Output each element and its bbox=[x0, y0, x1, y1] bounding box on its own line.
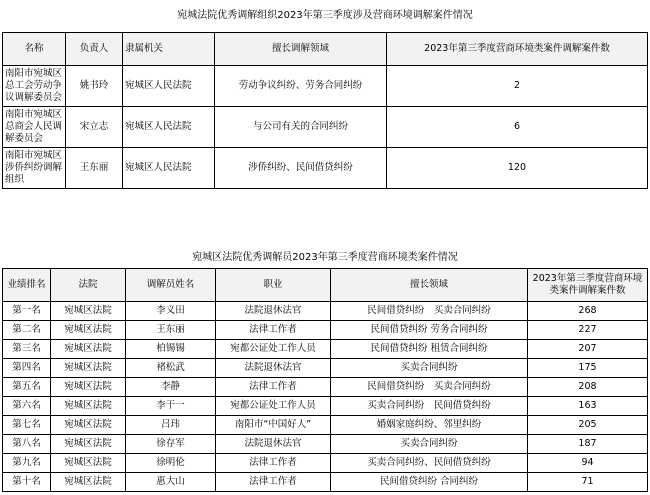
case-count: 2 bbox=[387, 66, 648, 107]
court: 宛城区法院 bbox=[51, 359, 126, 378]
mediator-name: 李义田 bbox=[126, 302, 216, 321]
field: 婚姻家庭纠纷、邻里纠纷 bbox=[331, 416, 528, 435]
table-header-row bbox=[3, 269, 648, 302]
leader: 王东丽 bbox=[66, 148, 123, 189]
job: 法律工作者 bbox=[216, 378, 331, 397]
field: 买卖合同纠纷、民间借贷纠纷 bbox=[331, 454, 528, 473]
leader: 宋立志 bbox=[66, 107, 123, 148]
table-row bbox=[3, 66, 648, 107]
mediator-name: 李静 bbox=[126, 378, 216, 397]
rank: 第十名 bbox=[3, 473, 51, 492]
case-count: 208 bbox=[528, 378, 648, 397]
case-count: 120 bbox=[387, 148, 648, 189]
table-row bbox=[3, 435, 648, 454]
table-row bbox=[3, 340, 648, 359]
org-name: 南阳市宛城区总工会劳动争议调解委员会 bbox=[3, 66, 66, 107]
table-header-row bbox=[3, 33, 648, 66]
affiliation: 宛城区人民法院 bbox=[123, 148, 215, 189]
table-row bbox=[3, 454, 648, 473]
mediator-name: 柏锡锡 bbox=[126, 340, 216, 359]
org-name: 南阳市宛城区涉侨纠纷调解组织 bbox=[3, 148, 66, 189]
mediator-name: 徐存军 bbox=[126, 435, 216, 454]
col-header-count: 2023年第三季度营商环境类案件调解案件数 bbox=[528, 269, 648, 302]
field: 民间借贷纠纷 劳务合同纠纷 bbox=[331, 321, 528, 340]
case-count: 163 bbox=[528, 397, 648, 416]
rank: 第四名 bbox=[3, 359, 51, 378]
mediator-name: 褚松武 bbox=[126, 359, 216, 378]
col-header-mediator: 调解员姓名 bbox=[126, 269, 216, 302]
job: 宛都公证处工作人员 bbox=[216, 397, 331, 416]
rank: 第三名 bbox=[3, 340, 51, 359]
court: 宛城区法院 bbox=[51, 435, 126, 454]
court: 宛城区法院 bbox=[51, 454, 126, 473]
rank: 第六名 bbox=[3, 397, 51, 416]
col-header-field: 擅长领域 bbox=[331, 269, 528, 302]
court: 宛城区法院 bbox=[51, 302, 126, 321]
rank: 第五名 bbox=[3, 378, 51, 397]
field: 民间借贷纠纷 买卖合同纠纷 bbox=[331, 378, 528, 397]
table2-title: 宛城区法院优秀调解员2023年第三季度营商环境类案件情况 bbox=[192, 252, 458, 263]
job: 法院退休法官 bbox=[216, 359, 331, 378]
job: 法院退休法官 bbox=[216, 302, 331, 321]
mediator-table bbox=[2, 268, 648, 492]
table-row bbox=[3, 107, 648, 148]
job: 宛都公证处工作人员 bbox=[216, 340, 331, 359]
court: 宛城区法院 bbox=[51, 378, 126, 397]
court: 宛城区法院 bbox=[51, 416, 126, 435]
job: 法律工作者 bbox=[216, 473, 331, 492]
leader: 姚书玲 bbox=[66, 66, 123, 107]
mediator-name: 王东丽 bbox=[126, 321, 216, 340]
case-count: 187 bbox=[528, 435, 648, 454]
court: 宛城区法院 bbox=[51, 340, 126, 359]
case-count: 227 bbox=[528, 321, 648, 340]
affiliation: 宛城区人民法院 bbox=[123, 107, 215, 148]
case-count: 268 bbox=[528, 302, 648, 321]
table1-title: 宛城法院优秀调解组织2023年第三季度涉及营商环境调解案件情况 bbox=[177, 10, 473, 21]
table-row bbox=[3, 473, 648, 492]
court: 宛城区法院 bbox=[51, 321, 126, 340]
rank: 第二名 bbox=[3, 321, 51, 340]
col-header-field: 擅长调解领域 bbox=[215, 33, 387, 66]
case-count: 6 bbox=[387, 107, 648, 148]
mediator-name: 李干一 bbox=[126, 397, 216, 416]
field: 买卖合同纠纷 bbox=[331, 359, 528, 378]
mediator-name: 徐明伦 bbox=[126, 454, 216, 473]
table-row bbox=[3, 378, 648, 397]
case-count: 205 bbox=[528, 416, 648, 435]
job: 法院退休法官 bbox=[216, 435, 331, 454]
col-header-leader: 负责人 bbox=[66, 33, 123, 66]
rank: 第九名 bbox=[3, 454, 51, 473]
rank: 第八名 bbox=[3, 435, 51, 454]
table-row bbox=[3, 302, 648, 321]
field: 涉侨纠纷、民间借贷纠纷 bbox=[215, 148, 387, 189]
field: 与公司有关的合同纠纷 bbox=[215, 107, 387, 148]
mediator-name: 吕玮 bbox=[126, 416, 216, 435]
rank: 第一名 bbox=[3, 302, 51, 321]
table-row bbox=[3, 148, 648, 189]
case-count: 175 bbox=[528, 359, 648, 378]
field: 民间借贷纠纷 合同纠纷 bbox=[331, 473, 528, 492]
table-row bbox=[3, 397, 648, 416]
col-header-job: 职业 bbox=[216, 269, 331, 302]
case-count: 207 bbox=[528, 340, 648, 359]
job: 南阳市“中国好人” bbox=[216, 416, 331, 435]
job: 法律工作者 bbox=[216, 454, 331, 473]
organization-table bbox=[2, 32, 648, 189]
field: 买卖合同纠纷 民间借贷纠纷 bbox=[331, 397, 528, 416]
field: 民间借贷纠纷 租赁合同纠纷 bbox=[331, 340, 528, 359]
table-row bbox=[3, 359, 648, 378]
job: 法律工作者 bbox=[216, 321, 331, 340]
case-count: 94 bbox=[528, 454, 648, 473]
col-header-affiliation: 隶属机关 bbox=[123, 33, 215, 66]
org-name: 南阳市宛城区总商会人民调解委员会 bbox=[3, 107, 66, 148]
field: 劳动争议纠纷、劳务合同纠纷 bbox=[215, 66, 387, 107]
affiliation: 宛城区人民法院 bbox=[123, 66, 215, 107]
court: 宛城区法院 bbox=[51, 473, 126, 492]
mediator-name: 惠大山 bbox=[126, 473, 216, 492]
col-header-court: 法院 bbox=[51, 269, 126, 302]
col-header-name: 名称 bbox=[3, 33, 66, 66]
case-count: 71 bbox=[528, 473, 648, 492]
field: 民间借贷纠纷 买卖合同纠纷 bbox=[331, 302, 528, 321]
col-header-rank: 业绩排名 bbox=[3, 269, 51, 302]
table-row bbox=[3, 321, 648, 340]
court: 宛城区法院 bbox=[51, 397, 126, 416]
table-row bbox=[3, 416, 648, 435]
rank: 第七名 bbox=[3, 416, 51, 435]
col-header-count: 2023年第三季度营商环境类案件调解案件数 bbox=[387, 33, 648, 66]
field: 买卖合同纠纷 bbox=[331, 435, 528, 454]
